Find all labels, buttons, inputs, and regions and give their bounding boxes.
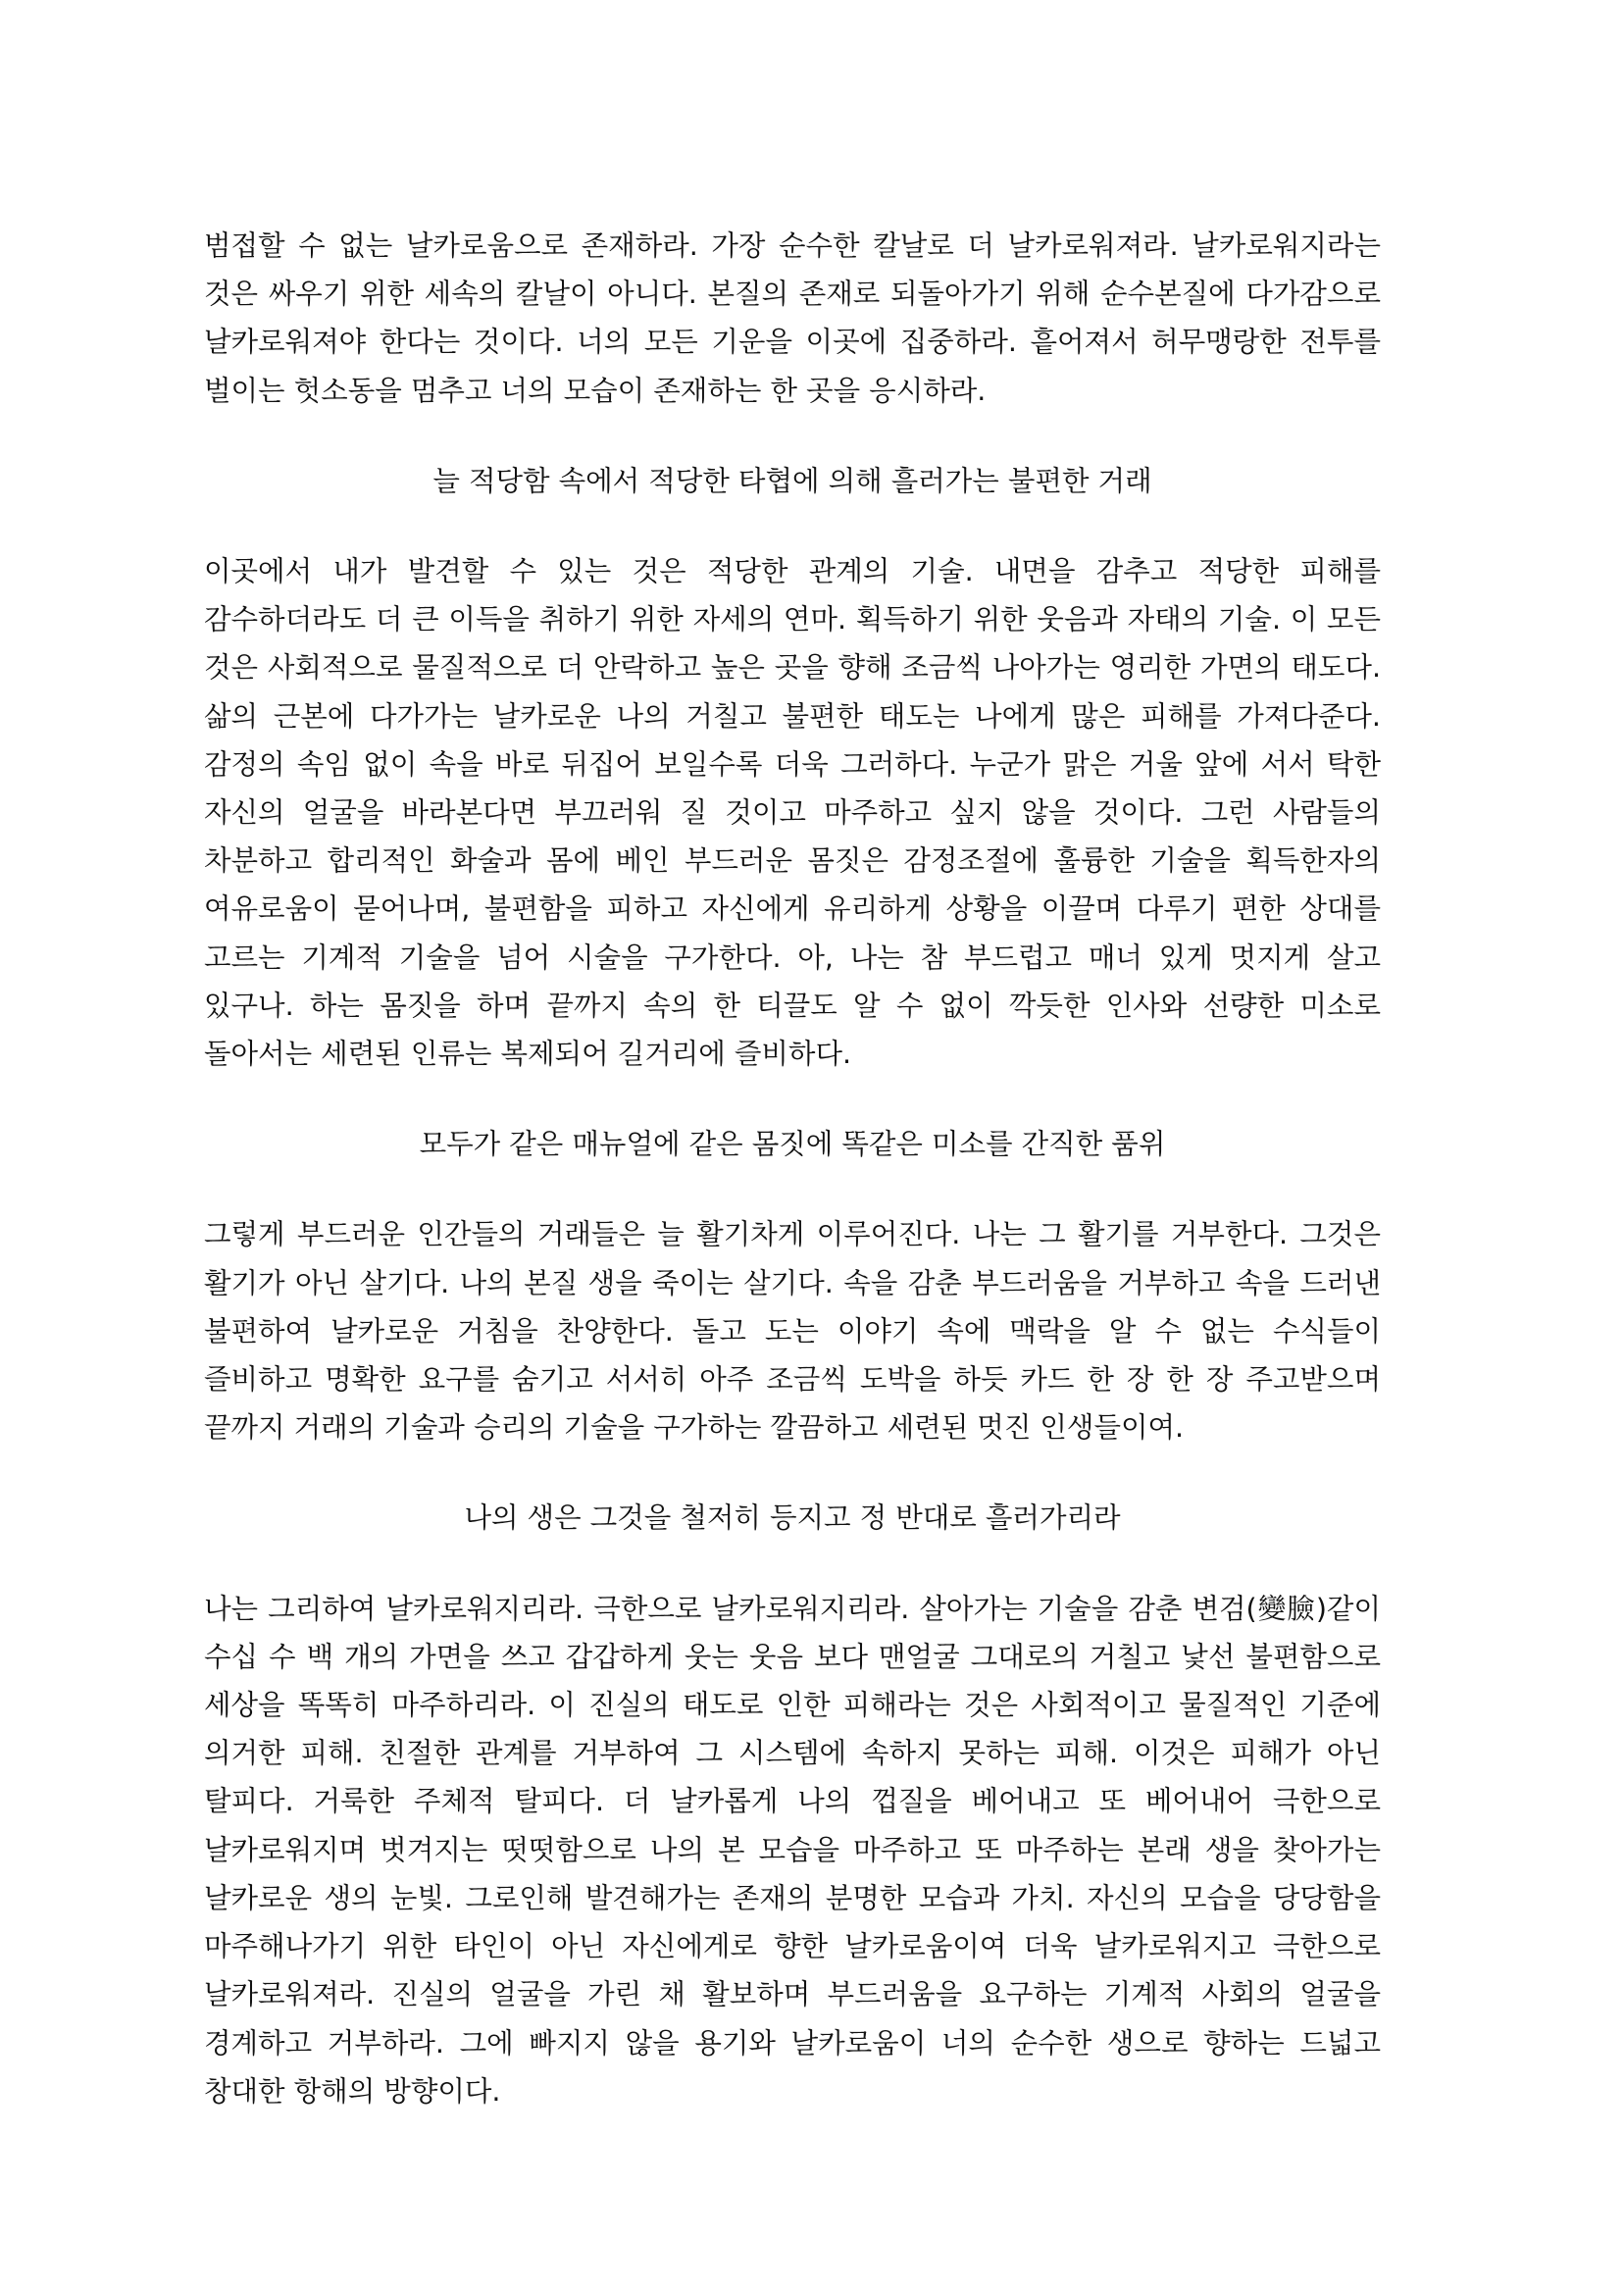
paragraph-3: 그렇게 부드러운 인간들의 거래들은 늘 활기차게 이루어진다. 나는 그 활기를 거부한다. 그것은 활기가 아닌 살기다. 나의 본질 생을 죽이는 살기다. 속을 감춘 부드러움을 거부하고 속을 드러낸 불편하여 날카로운 거침을 찬양한다. 돌고 도는 이야기 속에 맥락을 알 수 없는 수식들이 즐비하고 명확한 요구를 숨기고 서서히 아주 조금씩 도박을 하듯 카드 한 장 한 장 주고받으며 끝까지 거래의 기술과 승리의 기술을 구가하는 깔끔하고 세련된 멋진 인생들이여. [204, 1218, 1381, 1445]
paragraph-1: 범접할 수 없는 날카로움으로 존재하라. 가장 순수한 칼날로 더 날카로워져라. 날카로워지라는 것은 싸우기 위한 세속의 칼날이 아니다. 본질의 존재로 되돌아가기 위해 순수본질에 다가감으로 날카로워져야 한다는 것이다. 너의 모든 기운을 이곳에 집중하라. 흩어져서 허무맹랑한 전투를 벌이는 헛소동을 멈추고 너의 모습이 존재하는 한 곳을 응시하라. [204, 229, 1381, 407]
section-heading-2: 모두가 같은 매뉴얼에 같은 몸짓에 똑같은 미소를 간직한 품위 [419, 1128, 1166, 1161]
section-heading-1: 늘 적당함 속에서 적당한 타협에 의해 흘러가는 불편한 거래 [432, 464, 1152, 497]
paragraph-4: 나는 그리하여 날카로워지리라. 극한으로 날카로워지리라. 살아가는 기술을 감춘 변검(變臉)같이 수십 수 백 개의 가면을 쓰고 갑갑하게 웃는 웃음 보다 맨얼굴 그대로의 거칠고 낯선 불편함으로 세상을 똑똑히 마주하리라. 이 진실의 태도로 인한 피해라는 것은 사회적이고 물질적인 기준에 의거한 피해. 친절한 관계를 거부하여 그 시스템에 속하지 못하는 피해. 이것은 피해가 아닌 탈피다. 거룩한 주체적 탈피다. 더 날카롭게 나의 껍질을 베어내고 또 베어내어 극한으로 날카로워지며 벗겨지는 떳떳함으로 나의 본 모습을 마주하고 또 마주하는 본래 생을 찾아가는 날카로운 생의 눈빛. 그로인해 발견해가는 존재의 분명한 모습과 가치. 자신의 모습을 당당함을 마주해나가기 위한 타인이 아닌 자신에게로 향한 날카로움이여 더욱 날카로워지고 극한으로 날카로워져라. 진실의 얼굴을 가린 채 활보하며 부드러움을 요구하는 기계적 사회의 얼굴을 경계하고 거부하라. 그에 빠지지 않을 용기와 날카로움이 너의 순수한 생으로 향하는 드넓고 창대한 항해의 방향이다. [204, 1592, 1381, 2108]
document-page [204, 222, 1381, 2115]
section-heading-3: 나의 생은 그것을 철저히 등지고 정 반대로 흘러가리라 [464, 1501, 1121, 1535]
paragraph-2: 이곳에서 내가 발견할 수 있는 것은 적당한 관계의 기술. 내면을 감추고 적당한 피해를 감수하더라도 더 큰 이득을 취하기 위한 자세의 연마. 획득하기 위한 웃음과 자태의 기술. 이 모든 것은 사회적으로 물질적으로 더 안락하고 높은 곳을 향해 조금씩 나아가는 영리한 가면의 태도다. 삶의 근본에 다가가는 날카로운 나의 거칠고 불편한 태도는 나에게 많은 피해를 가져다준다. 감정의 속임 없이 속을 바로 뒤집어 보일수록 더욱 그러하다. 누군가 맑은 거울 앞에 서서 탁한 자신의 얼굴을 바라본다면 부끄러워 질 것이고 마주하고 싶지 않을 것이다. 그런 사람들의 차분하고 합리적인 화술과 몸에 베인 부드러운 몸짓은 감정조절에 훌륭한 기술을 획득한자의 여유로움이 묻어나며, 불편함을 피하고 자신에게 유리하게 상황을 이끌며 다루기 편한 상대를 고르는 기계적 기술을 넘어 시술을 구가한다. 아, 나는 참 부드럽고 매너 있게 멋지게 살고 있구나. 하는 몸짓을 하며 끝까지 속의 한 티끌도 알 수 없이 깍듯한 인사와 선량한 미소로 돌아서는 세련된 인류는 복제되어 길거리에 즐비하다. [204, 555, 1381, 1071]
